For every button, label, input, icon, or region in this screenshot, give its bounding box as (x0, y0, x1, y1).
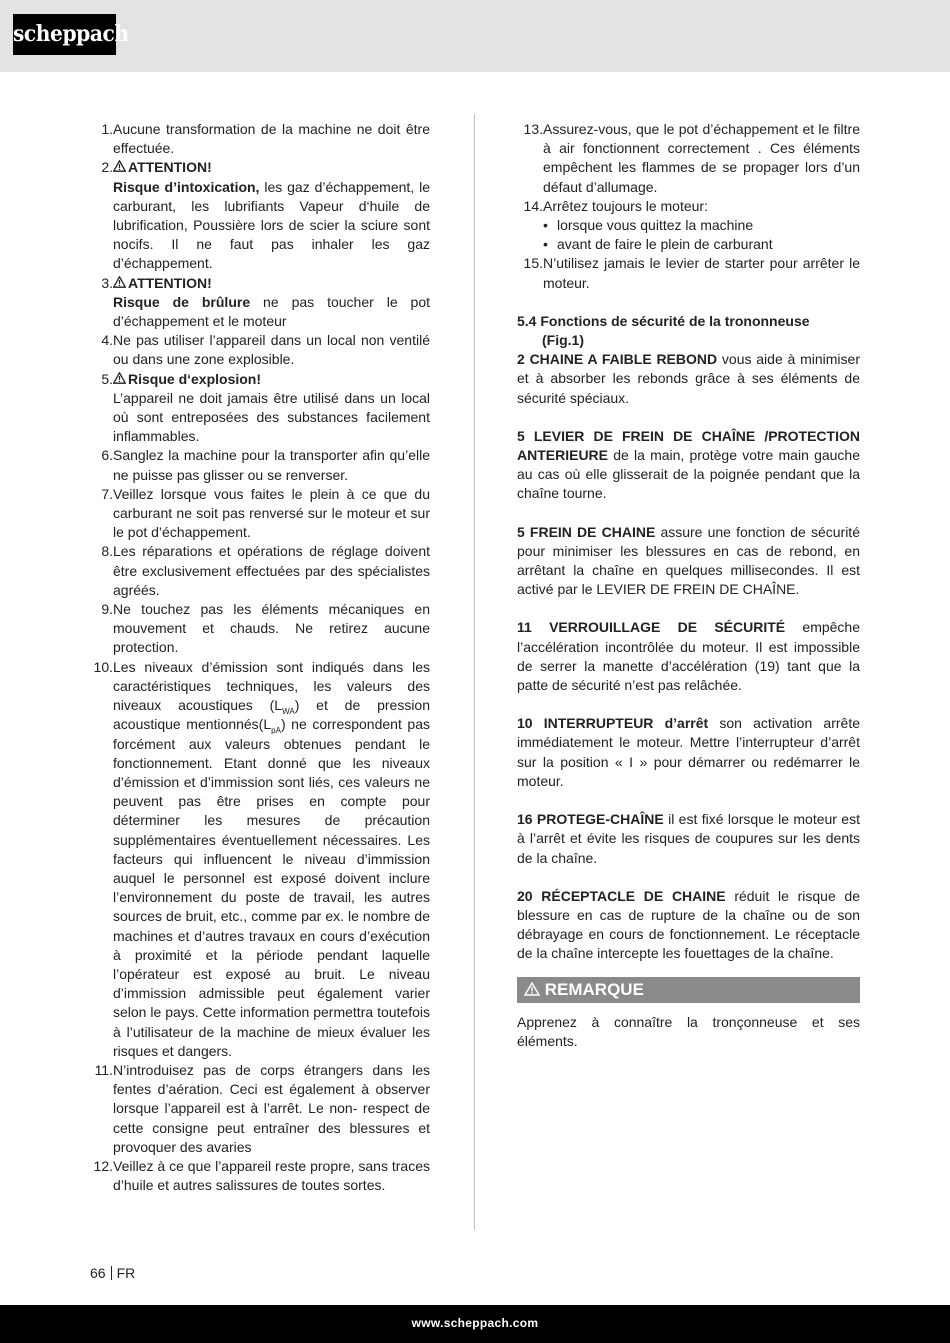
warning-icon (113, 158, 128, 177)
item-text: Les réparations et opérations de réglage doivent être exclusivement effectuées par des spécialistes agréés. (113, 543, 430, 598)
item-text: N’utilisez jamais le levier de starter pour arrêter le moteur. (543, 255, 860, 291)
item-body: les gaz d’échappement, le carburant, les lubrifiants Vapeur d‘huile de lubrification, Poussière lors de scier la sciure sont nocifs. Il ne faut pas inhaler les gaz d’échappement. (113, 178, 430, 272)
attention-heading: ATTENTION! (128, 159, 212, 176)
remarque-text: Apprenez à connaître la tronçonneuse et ses éléments. (517, 1013, 860, 1049)
item-number: 7. (101, 485, 113, 502)
list-item (87, 158, 430, 273)
item-number: 1. (101, 121, 113, 137)
item-text: Veillez lorsque vous faites le plein à ce que du carburant ne soit pas renversé sur le moteur et sur le pot d’échappement. (113, 485, 430, 541)
list-item (87, 274, 430, 332)
attention-heading: ATTENTION! (128, 274, 212, 291)
item-text (113, 158, 430, 273)
section-figure-ref: (Fig.1) (542, 332, 584, 349)
list-item (87, 331, 430, 369)
feature-label: 11 VERROUILLAGE DE SÉCURITÉ (517, 619, 786, 636)
feature-text: son activation arrête immédiatement le moteur. Mettre l’interrupteur d’arrêt sur la position « I » pour démarrer ou redémarrer le moteur. (517, 715, 860, 789)
subscript: pA (271, 726, 281, 736)
item-number: 13. (523, 121, 543, 137)
item-body: Aucune transformation de la machine ne doit être effectuée. (113, 121, 430, 157)
list-item (87, 370, 430, 447)
item-number: 9. (101, 601, 113, 618)
list-item (87, 1061, 430, 1157)
feature-label: 20 RÉCEPTACLE DE CHAINE (517, 887, 726, 904)
feature-label: 2 CHAINE A FAIBLE REBOND (517, 351, 718, 368)
item-text (113, 370, 430, 447)
feature-text: de la main, protège votre main gauche au cas où elle glisserait de la poignée pendant que la chaîne tourne. (517, 447, 860, 502)
item-text: N’introduisez pas de corps étrangers dans les fentes d’aération. Ceci est également à observer lorsque l’appareil est à l’arrêt. Le non- respect de cette consigne peut entraîner des blessures et provoquer des avaries (113, 1061, 430, 1155)
feature-paragraph (517, 427, 860, 504)
item-number: 10. (93, 658, 113, 675)
item-body: Les niveaux d’émission sont indiqués dans les caractéristiques techniques, les valeurs des niveaux acoustiques (L (113, 658, 430, 714)
item-number: 5. (101, 370, 113, 387)
item-number: 11. (94, 1061, 113, 1078)
list-item (87, 600, 430, 658)
list-item (517, 197, 860, 255)
feature-label: 10 INTERRUPTEUR d’arrêt (517, 715, 709, 732)
feature-paragraph (517, 350, 860, 408)
column-divider (474, 114, 475, 1230)
brand-logo: scheppach (13, 14, 116, 55)
remarque-title: REMARQUE (544, 979, 644, 999)
item-body: L’appareil ne doit jamais être utilisé dans un local où sont entreposées des substances facilement inflammables. (113, 389, 430, 445)
list-item (87, 658, 430, 1061)
item-body: ) et de pression acoustique mentionnés(L (113, 697, 431, 733)
bullet-icon: • (543, 217, 548, 234)
header-band (0, 0, 950, 72)
item-body: ) ne correspondent pas forcément aux valeurs obtenues pendant le fonctionnement. Etant donné que les niveaux d’émission et d’immission sont liés, ces valeurs ne peuvent pas être prises en compte pour déterminer les mesures de précaution supplémentaires éventuellement nécessaires. Les facteurs qui influencent le niveau d’immission auquel le personnel est exposé doivent inclure l’environnement du poste de travail, les autres sources de bruit, etc., comme par ex. le nombre de machines et d’autres travaux en cours d’exécution à proximité et la période pendant laquelle l’opérateur est exposé au bruit. Le niveau d’immission admissible peut également varier selon le pays. Cette information permettra toutefois à l’utilisateur de la machine de mieux évaluer les risques et dangers. (113, 716, 431, 1059)
list-item (87, 446, 430, 484)
feature-text: vous aide à minimiser et à absorber les rebonds grâce à ses éléments de sécurité spéciaux. (517, 351, 860, 406)
left-column (87, 120, 430, 1195)
item-number: 8. (101, 543, 113, 560)
right-column (517, 120, 860, 1051)
footer-url[interactable]: www.scheppach.com (411, 1316, 539, 1330)
list-item (87, 120, 430, 158)
bullet-text: avant de faire le plein de carburant (557, 236, 773, 253)
item-number: 15. (523, 255, 543, 272)
item-number: 3. (101, 274, 113, 291)
item-text (113, 274, 430, 332)
feature-label: 16 PROTEGE-CHAÎNE (517, 811, 664, 828)
subscript: WA (282, 706, 295, 716)
section-title: 5.4 Fonctions de sécurité de la trononneuse (517, 312, 810, 329)
feature-paragraph (517, 887, 860, 964)
list-item (87, 542, 430, 600)
feature-paragraph (517, 618, 860, 695)
remarque-banner (517, 977, 860, 1003)
item-number: 12. (93, 1157, 113, 1174)
item-text (543, 197, 860, 255)
feature-paragraph (517, 810, 860, 868)
item-number: 14. (523, 197, 543, 214)
feature-text: réduit le risque de blessure en cas de rupture de la chaîne ou de son débrayage en cours de fonctionnement. Le réceptacle de la chaîne intercepte les fouettages de la chaîne. (517, 887, 861, 962)
list-item (517, 254, 860, 292)
list-item (87, 1157, 430, 1195)
bullet-text: lorsque vous quittez la machine (557, 217, 754, 234)
language-code: FR (116, 1265, 136, 1281)
page-separator (111, 1266, 112, 1280)
feature-text: il est fixé lorsque le moteur est à l’arrêt et évite les risques de coupures sur les dents de la chaîne. (517, 811, 860, 866)
item-text: Assurez-vous, que le pot d’échappement et le filtre à air fonctionnent correctement . Ces éléments empêchent les flammes de se propager lors d’un défaut d’allumage. (543, 121, 860, 195)
bullet-item (543, 235, 860, 254)
item-number: 4. (101, 332, 113, 349)
page-number (90, 1265, 135, 1281)
item-text: Ne touchez pas les éléments mécaniques en mouvement et chauds. Ne retirez aucune protection. (113, 601, 430, 656)
page-number-value: 66 (90, 1265, 106, 1281)
feature-label: 5 LEVIER DE FREIN DE CHAÎNE /PROTECTION ANTERIEURE (517, 427, 860, 464)
item-number: 6. (101, 447, 113, 464)
item-text (113, 658, 430, 1061)
item-text: Sanglez la machine pour la transporter afin qu’elle ne puisse pas glisser ou se renverser. (113, 447, 430, 483)
feature-label: 5 FREIN DE CHAINE (517, 523, 656, 540)
item-text (113, 120, 430, 158)
bullet-icon: • (543, 236, 548, 253)
bullet-item (543, 216, 860, 235)
item-body: Arrêtez toujours le moteur: (543, 197, 708, 214)
feature-paragraph (517, 523, 860, 600)
warning-icon (113, 370, 128, 389)
risk-label: Risque d’intoxication, (113, 178, 260, 195)
warning-icon (524, 980, 540, 999)
feature-paragraph (517, 714, 860, 791)
item-body: ne pas toucher le pot d’échappement et le moteur (113, 293, 430, 330)
attention-heading: Risque d‘explosion! (128, 370, 262, 387)
risk-label: Risque de brûlure (113, 293, 251, 310)
warning-icon (113, 274, 128, 293)
feature-text: assure une fonction de sécurité pour minimiser les blessures en cas de rebond, en arrêtant la chaîne en quelques millisecondes. Il est activé par le LEVIER DE FREIN DE CHAÎNE. (517, 523, 860, 598)
feature-text: empêche l’accélération incontrôlée du moteur. Il est impossible de serrer la manette d’accélération (19) tant que la patte de sécurité n’est pas relâchée. (517, 619, 861, 694)
item-text: Ne pas utiliser l’appareil dans un local non ventilé ou dans une zone explosible. (113, 332, 430, 368)
list-item (517, 120, 860, 197)
list-item (87, 485, 430, 543)
item-number: 2. (101, 159, 113, 176)
item-text: Veillez à ce que l’appareil reste propre, sans traces d’huile et autres salissures de toutes sortes. (113, 1157, 430, 1194)
